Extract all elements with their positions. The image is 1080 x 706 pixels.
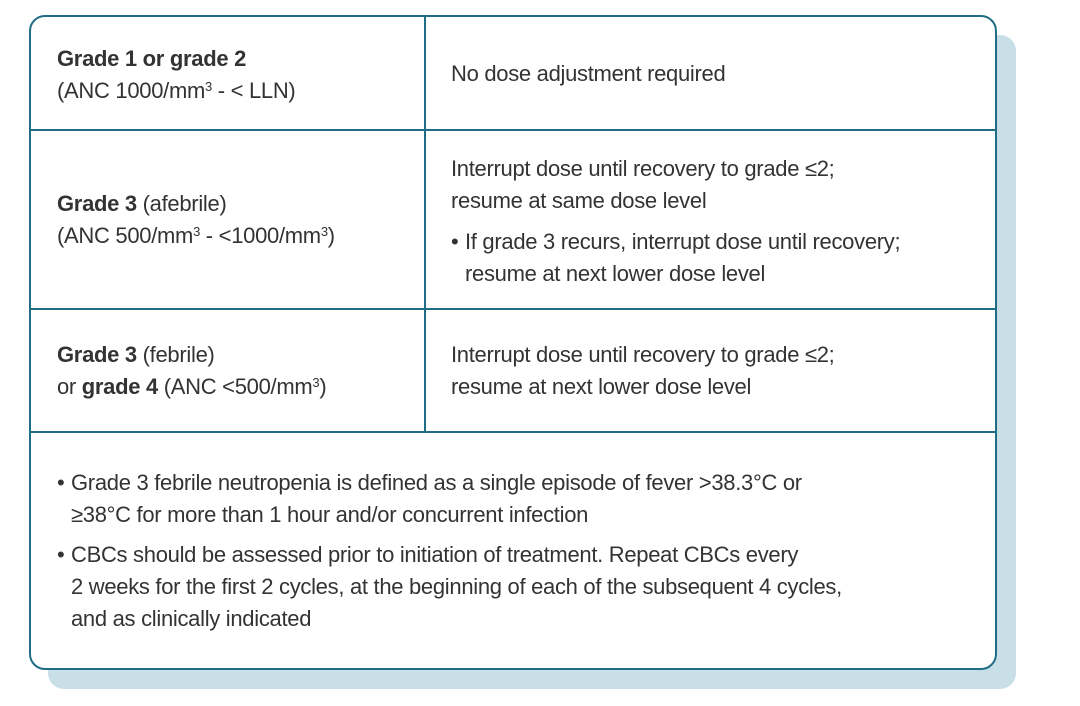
row-divider — [31, 129, 995, 131]
bullet-item: • If grade 3 recurs, interrupt dose until recovery; resume at next lower dose level — [451, 226, 900, 290]
column-divider — [424, 17, 426, 433]
dose-modification-table — [29, 15, 997, 670]
row-1-grade: Grade 1 or grade 2 (ANC $1000/mm^3$ - < LLN) — [57, 46, 296, 103]
row-divider — [31, 308, 995, 310]
footnote-item: • Grade 3 febrile neutropenia is defined as a single episode of fever >38.3°C or ≥38°C for more than 1 hour and/or concurrent infection — [57, 467, 977, 531]
footnote-item: • CBCs should be assessed prior to initiation of treatment. Repeat CBCs every 2 weeks for the first 2 cycles, at the beginning of each of the subsequent 4 cycles, and as clinically indicated — [57, 539, 977, 635]
row-1-action: No dose adjustment required — [451, 61, 726, 86]
footnotes — [57, 467, 977, 635]
row-divider — [31, 431, 995, 433]
row-3-action: Interrupt dose until recovery to grade ≤2; resume at next lower dose level — [451, 342, 835, 399]
row-2-grade: Grade 3 (afebrile) (ANC $500/mm^3 - <1000/mm^3$) — [57, 191, 335, 248]
row-3-grade: Grade 3 (febrile) or grade 4 $(ANC <500/mm^3)$ — [57, 342, 327, 399]
row-2-action: Interrupt dose until recovery to grade ≤2; resume at same dose level • If grade 3 recurs, interrupt dose until recovery; resume at next lower dose level — [451, 153, 900, 290]
